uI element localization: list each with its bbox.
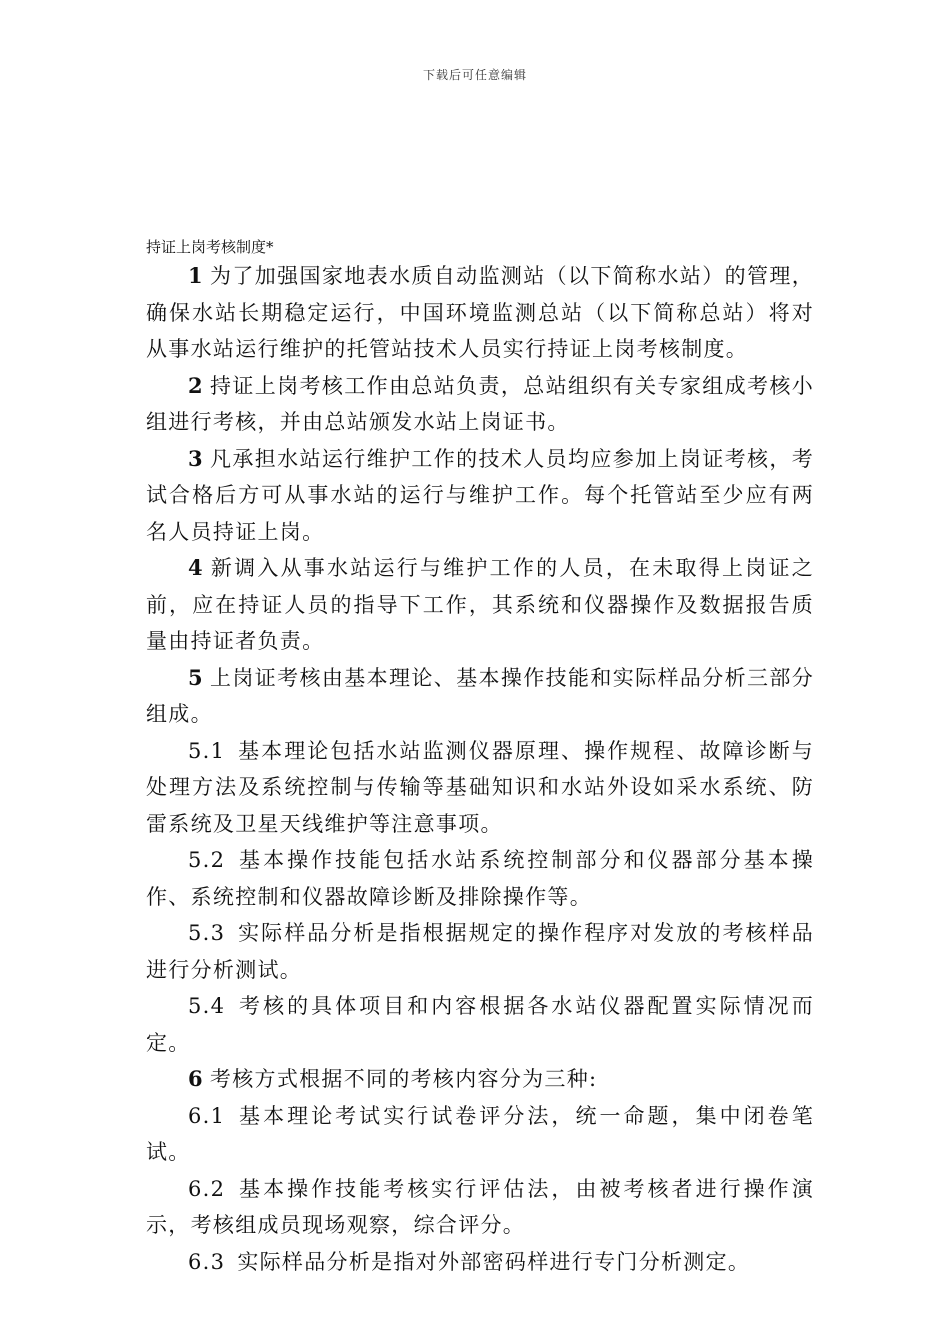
paragraph-number: 6.1 — [188, 1103, 226, 1128]
paragraph-text: 考核方式根据不同的考核内容分为三种: — [209, 1067, 598, 1091]
paragraph-number: 6.3 — [188, 1249, 226, 1274]
paragraph-6-1 — [146, 1098, 814, 1171]
paragraph-number: 5.2 — [188, 848, 226, 872]
paragraph-text: 基本操作技能包括水站系统控制部分和仪器部分基本操作、系统控制和仪器故障诊断及排除操作等。 — [146, 848, 814, 909]
document-body — [146, 258, 814, 1280]
paragraph-2 — [146, 368, 814, 441]
paragraph-number: 6.2 — [188, 1176, 226, 1201]
paragraph-number: 5 — [188, 664, 204, 690]
paragraph-number: 3 — [188, 445, 204, 471]
paragraph-5-4 — [146, 988, 814, 1061]
paragraph-text: 考核的具体项目和内容根据各水站仪器配置实际情况而定。 — [146, 994, 814, 1055]
paragraph-text: 凡承担水站运行维护工作的技术人员均应参加上岗证考核，考试合格后方可从事水站的运行与维护工作。每个托管站至少应有两名人员持证上岗。 — [146, 446, 814, 544]
paragraph-text: 持证上岗考核工作由总站负责，总站组织有关专家组成考核小组进行考核，并由总站颁发水站上岗证书。 — [146, 373, 814, 434]
paragraph-number: 5.1 — [188, 738, 226, 763]
paragraph-text: 基本理论考试实行试卷评分法，统一命题，集中闭卷笔试。 — [146, 1103, 814, 1164]
paragraph-4 — [146, 550, 814, 660]
paragraph-number: 5.4 — [188, 994, 226, 1018]
paragraph-number: 1 — [188, 263, 204, 288]
paragraph-text: 基本理论包括水站监测仪器原理、操作规程、故障诊断与处理方法及系统控制与传输等基础知识和水站外设如采水系统、防雷系统及卫星天线维护等注意事项。 — [146, 738, 814, 836]
paragraph-number: 5.3 — [188, 921, 226, 945]
paragraph-3 — [146, 441, 814, 551]
paragraph-number: 6 — [188, 1066, 204, 1091]
paragraph-text: 新调入从事水站运行与维护工作的人员，在未取得上岗证之前，应在持证人员的指导下工作，其系统和仪器操作及数据报告质量由持证者负责。 — [146, 556, 814, 653]
paragraph-1 — [146, 258, 814, 368]
paragraph-number: 2 — [188, 372, 204, 398]
paragraph-5-1 — [146, 733, 814, 843]
paragraph-6-3 — [146, 1244, 814, 1281]
paragraph-text: 实际样品分析是指对外部密码样进行专门分析测定。 — [237, 1249, 751, 1274]
paragraph-text: 上岗证考核由基本理论、基本操作技能和实际样品分析三部分组成。 — [146, 665, 814, 726]
paragraph-number: 4 — [188, 555, 204, 580]
page-header-note: 下载后可任意编辑 — [422, 68, 527, 82]
paragraph-5-2 — [146, 842, 814, 915]
paragraph-text: 为了加强国家地表水质自动监测站（以下简称水站）的管理，确保水站长期稳定运行，中国环境监测总站（以下简称总站）将对从事水站运行维护的托管站技术人员实行持证上岗考核制度。 — [146, 264, 814, 361]
paragraph-text: 基本操作技能考核实行评估法，由被考核者进行操作演示，考核组成员现场观察，综合评分。 — [146, 1176, 814, 1237]
paragraph-text: 实际样品分析是指根据规定的操作程序对发放的考核样品进行分析测试。 — [146, 921, 814, 982]
paragraph-5-3 — [146, 915, 814, 988]
document-title: 持证上岗考核制度* — [146, 238, 274, 256]
paragraph-6-2 — [146, 1171, 814, 1244]
paragraph-6 — [146, 1061, 814, 1098]
paragraph-5 — [146, 660, 814, 733]
